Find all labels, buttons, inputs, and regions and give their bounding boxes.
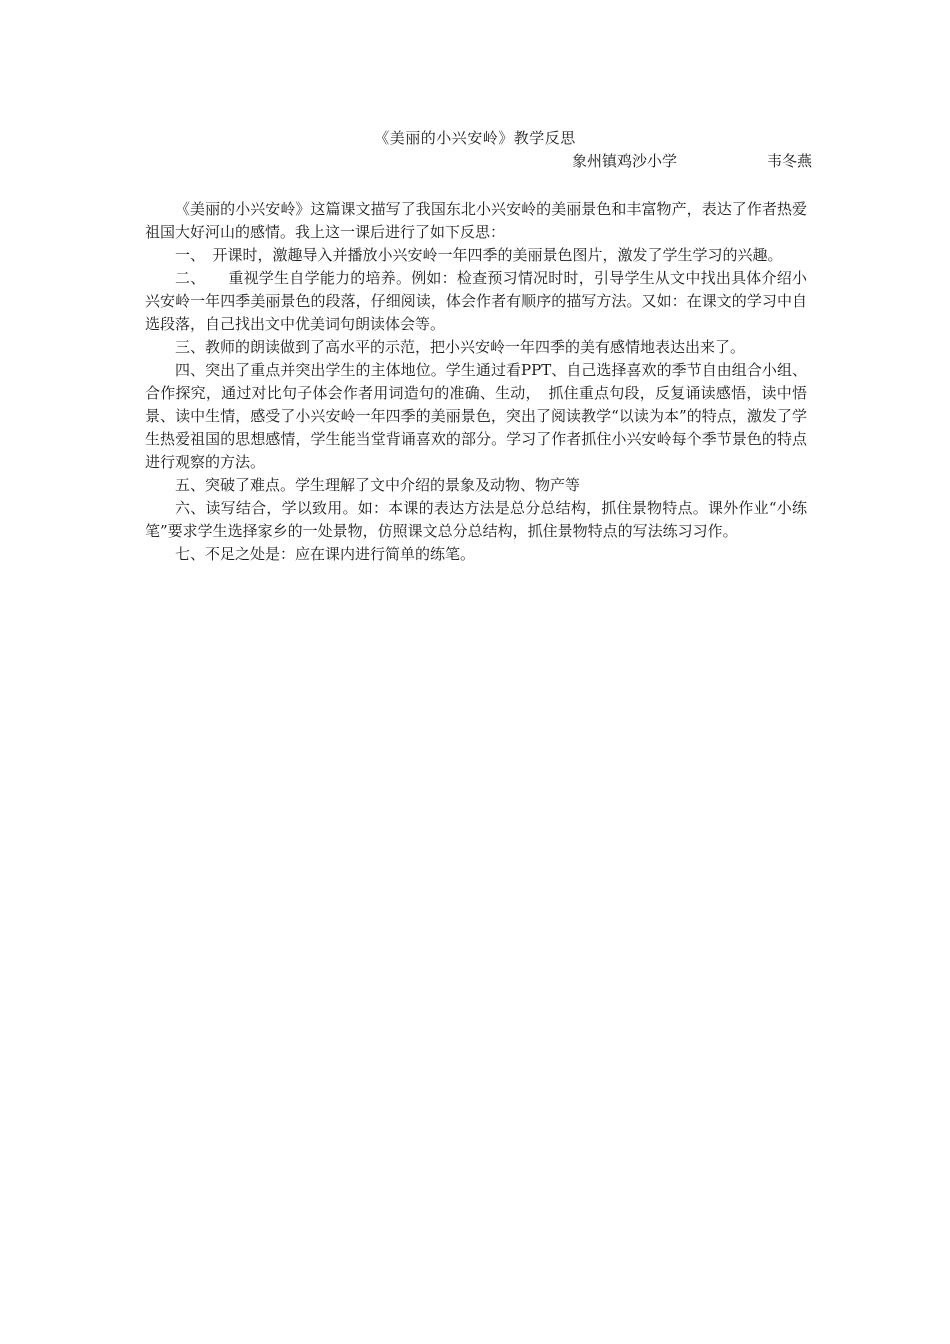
paragraph-4: 四、突出了重点并突出学生的主体地位。学生通过看PPT、自己选择喜欢的季节自由组合小组、合作探究，通过对比句子体会作者用词造句的准确、生动， 抓住重点句段，反复诵读感悟，读中悟景、读中生情，感受了小兴安岭一年四季的美丽景色，突出了阅读教学“以读为本”的特点，激发了学生热爱祖国的思想感情，学生能当堂背诵喜欢的部分。学习了作者抓住小兴安岭每个季节景色的特点进行观察的方法。 [145, 361, 807, 471]
document-body [145, 198, 807, 566]
paragraph-intro: 《美丽的小兴安岭》这篇课文描写了我国东北小兴安岭的美丽景色和丰富物产，表达了作者热爱祖国大好河山的感情。我上这一课后进行了如下反思： [145, 200, 807, 241]
paragraph-1: 一、 开课时，激趣导入并播放小兴安岭一年四季的美丽景色图片，激发了学生学习的兴趣。 [175, 246, 783, 264]
byline [572, 150, 812, 172]
paragraph-3: 三、教师的朗读做到了高水平的示范，把小兴安岭一年四季的美有感情地表达出来了。 [175, 338, 746, 356]
paragraph-2: 二、 重视学生自学能力的培养。例如：检查预习情况时时，引导学生从文中找出具体介绍小兴安岭一年四季美丽景色的段落，仔细阅读，体会作者有顺序的描写方法。又如：在课文的学习中自选段落，自己找出文中优美词句朗读体会等。 [145, 269, 807, 333]
paragraph-7: 七、不足之处是：应在课内进行简单的练笔。 [175, 545, 476, 563]
paragraph-5: 五、突破了难点。学生理解了文中介绍的景象及动物、物产等 [175, 476, 581, 494]
school-name: 象州镇鸡沙小学 [572, 152, 678, 170]
paragraph-6: 六、读写结合，学以致用。如：本课的表达方法是总分总结构，抓住景物特点。课外作业“小练笔”要求学生选择家乡的一处景物，仿照课文总分总结构，抓住景物特点的写法练习习作。 [145, 499, 807, 540]
document-title: 《美丽的小兴安岭》教学反思 [374, 129, 576, 147]
author-name: 韦冬燕 [766, 152, 812, 170]
